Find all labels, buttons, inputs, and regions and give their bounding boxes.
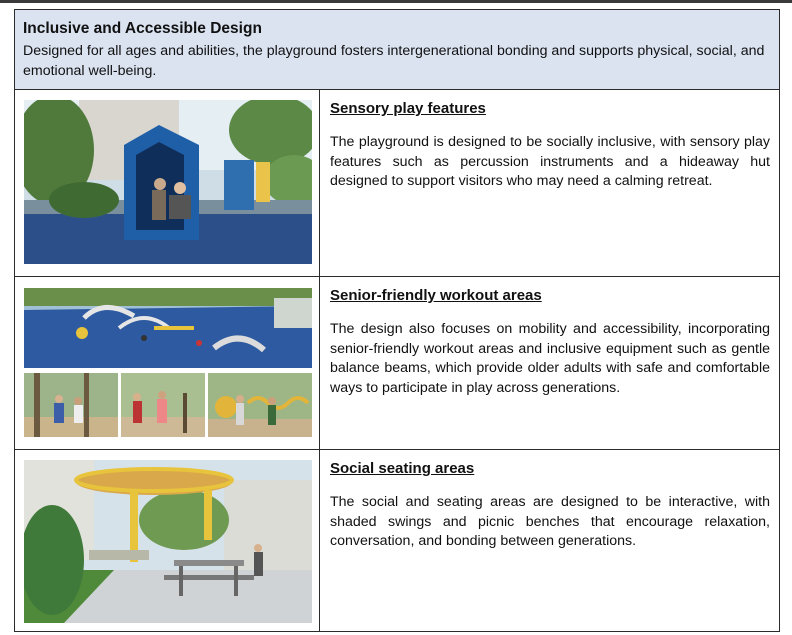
text-cell bbox=[320, 90, 779, 276]
image-cell bbox=[15, 277, 320, 449]
table-row-sensory bbox=[15, 90, 779, 277]
workout-photo-1 bbox=[24, 373, 118, 437]
row-body-seating: The social and seating areas are designed to be interactive, with shaded swings and picnic benches that encourage relaxation, conversation, and bonding between generations. bbox=[330, 494, 770, 549]
workout-area-image bbox=[24, 288, 312, 368]
top-border-line bbox=[0, 0, 792, 3]
row-title-sensory: Sensory play features bbox=[330, 100, 486, 117]
workout-photo-3 bbox=[208, 373, 312, 437]
image-cell bbox=[15, 450, 320, 631]
seating-area-image bbox=[24, 460, 312, 623]
text-cell bbox=[320, 450, 779, 631]
sensory-hut-image bbox=[24, 100, 312, 264]
row-title-workout: Senior-friendly workout areas bbox=[330, 287, 542, 304]
row-body-workout: The design also focuses on mobility and accessibility, incorporating senior-friendly workout areas and inclusive equipment such as gentle balance beams, which provide older adults with safe and comfortable ways to participate in play across generations. bbox=[330, 321, 770, 396]
workout-photo-2 bbox=[121, 373, 205, 437]
image-cell bbox=[15, 90, 320, 276]
header-description: Designed for all ages and abilities, the playground fosters intergenerational bonding and supports physical, social, and emotional well-being. bbox=[23, 43, 765, 79]
table-row-workout bbox=[15, 277, 779, 450]
row-title-seating: Social seating areas bbox=[330, 460, 475, 477]
text-cell bbox=[320, 277, 779, 449]
table-header bbox=[15, 10, 779, 90]
design-table bbox=[14, 9, 780, 632]
table-row-seating bbox=[15, 450, 779, 631]
row-body-sensory: The playground is designed to be socially inclusive, with sensory play features such as percussion instruments and a hideaway hut designed to support visitors who may need a calming retreat. bbox=[330, 134, 770, 189]
header-title: Inclusive and Accessible Design bbox=[23, 20, 262, 37]
